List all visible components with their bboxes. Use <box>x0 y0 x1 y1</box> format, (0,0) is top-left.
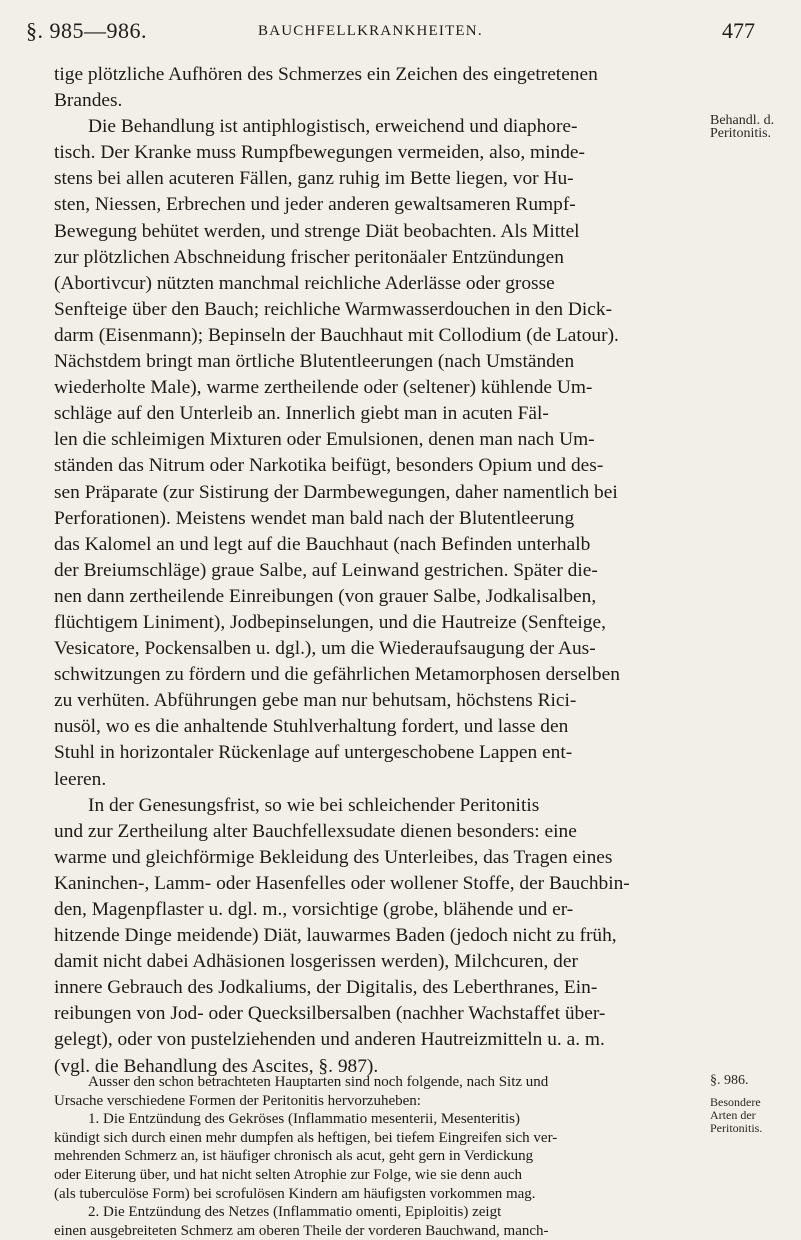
small-print-text <box>54 1073 714 1240</box>
margin-note-line: Peritonitis. <box>710 1121 763 1135</box>
text-line: schwitzungen zu fördern und die gefährlichen Metamorphosen derselben <box>54 664 620 686</box>
text-line: reibungen von Jod- oder Quecksilbersalben (nachher Wachstaffet über- <box>54 1003 606 1025</box>
text-line: tisch. Der Kranke muss Rumpfbewegungen vermeiden, also, minde- <box>54 142 585 164</box>
text-line: wiederholte Male), warme zertheilende oder (seltener) kühlende Um- <box>54 377 593 399</box>
margin-note-line: Besondere <box>710 1095 761 1109</box>
text-line: warme und gleichförmige Bekleidung des Unterleibes, das Tragen eines <box>54 846 613 868</box>
section-reference: §. 985—986. <box>26 18 147 43</box>
margin-note-section: §. 986. <box>710 1073 749 1088</box>
text-line: gelegt), oder von pustelziehenden und anderen Hautreizmitteln u. a. m. <box>54 1029 605 1051</box>
margin-note-behandlung <box>710 114 796 140</box>
small-text-line: oder Eiterung über, und hat nicht selten Atrophie zur Folge, wie sie denn auch <box>54 1166 523 1183</box>
small-text-line: 2. Die Entzündung des Netzes (Inflammatio omenti, Epiploitis) zeigt <box>88 1204 502 1221</box>
text-line: flüchtigem Liniment), Jodbepinselungen, und die Hautreize (Senfteige, <box>54 611 606 633</box>
text-line: schläge auf den Unterleib an. Innerlich giebt man in acuten Fäl- <box>54 403 549 425</box>
text-line: Die Behandlung ist antiphlogistisch, erweichend und diaphore- <box>88 116 578 138</box>
page-number: 477 <box>722 18 755 43</box>
text-line: stens bei allen acuteren Fällen, ganz ruhig im Bette liegen, vor Hu- <box>54 168 574 190</box>
text-line: (vgl. die Behandlung des Ascites, §. 987). <box>54 1055 379 1077</box>
text-line: nusöl, wo es die anhaltende Stuhlverhaltung fordert, und lasse den <box>54 716 569 738</box>
text-line: das Kalomel an und legt auf die Bauchhaut (nach Befinden unterhalb <box>54 533 591 555</box>
small-text-line: mehrenden Schmerz an, ist häufiger chronisch als acut, geht gern in Verdickung <box>54 1148 534 1165</box>
text-line: Kaninchen-, Lamm- oder Hasenfelles oder wollener Stoffe, der Bauchbin- <box>54 872 630 894</box>
small-text-line: 1. Die Entzündung des Gekröses (Inflammatio mesenterii, Mesenteritis) <box>88 1111 520 1128</box>
small-text-line: Ausser den schon betrachteten Hauptarten sind noch folgende, nach Sitz und <box>88 1074 549 1090</box>
text-line: und zur Zertheilung alter Bauchfellexsudate dienen besonders: eine <box>54 820 577 842</box>
margin-note-besondere <box>710 1096 796 1135</box>
text-line: sen Präparate (zur Sistirung der Darmbewegungen, daher namentlich bei <box>54 481 618 503</box>
text-line: der Breiumschläge) graue Salbe, auf Leinwand gestrichen. Später die- <box>54 559 598 581</box>
text-line: In der Genesungsfrist, so wie bei schleichender Peritonitis <box>88 794 540 816</box>
text-line: damit nicht dabei Adhäsionen losgerissen werden), Milchcuren, der <box>54 951 578 973</box>
running-title: BAUCHFELLKRANKHEITEN. <box>258 23 483 39</box>
text-line: zu verhüten. Abführungen gebe man nur behutsam, höchstens Rici- <box>54 690 577 712</box>
small-text-line: Ursache verschiedene Formen der Peritonitis hervorzuheben: <box>54 1092 421 1109</box>
text-line: den, Magenpflaster u. dgl. m., vorsichtige (grobe, blähende und er- <box>54 899 574 920</box>
margin-note-line: Peritonitis. <box>710 126 772 141</box>
text-line: Perforationen). Meistens wendet man bald nach der Blutentleerung <box>54 507 575 529</box>
text-line: leeren. <box>54 768 107 790</box>
margin-note-line: Arten der <box>710 1108 756 1122</box>
text-line: hitzende Dinge meidende) Diät, lauwarmes Baden (jedoch nicht zu früh, <box>54 925 617 947</box>
text-line: darm (Eisenmann); Bepinseln der Bauchhaut mit Collodium (de Latour). <box>54 324 619 346</box>
main-text <box>54 62 704 1080</box>
text-line: nen dann zertheilende Einreibungen (von grauer Salbe, Jodkalisalben, <box>54 585 597 607</box>
text-line: zur plötzlichen Abschneidung frischer peritonäaler Entzündungen <box>54 246 564 268</box>
text-line: len die schleimigen Mixturen oder Emulsionen, denen man nach Um- <box>54 429 595 451</box>
text-line: Nächstdem bringt man örtliche Blutentleerungen (nach Umständen <box>54 351 575 373</box>
text-line: innere Gebrauch des Jodkaliums, der Digitalis, des Leberthranes, Ein- <box>54 977 598 999</box>
margin-note-line: Behandl. d. <box>710 113 775 128</box>
text-line: Stuhl in horizontaler Rückenlage auf untergeschobene Lappen ent- <box>54 742 573 764</box>
text-line: Vesicatore, Pockensalben u. dgl.), um die Wiederaufsaugung der Aus- <box>54 638 596 660</box>
text-line: ständen das Nitrum oder Narkotika beifügt, besonders Opium und des- <box>54 455 604 477</box>
text-line: Bewegung behütet werden, und strenge Diät beobachten. Als Mittel <box>54 220 580 242</box>
text-line: sten, Niessen, Erbrechen und jeder anderen gewaltsameren Rumpf- <box>54 194 576 216</box>
text-line: (Abortivcur) nützten manchmal reichliche Aderlässe oder grosse <box>54 272 555 294</box>
text-line: Brandes. <box>54 90 123 112</box>
text-line: Senfteige über den Bauch; reichliche Warmwasserdouchen in den Dick- <box>54 298 613 320</box>
small-text-line: kündigt sich durch einen mehr dumpfen als heftigen, bei tiefem Eingreifen sich ver- <box>54 1129 558 1146</box>
small-text-line: (als tuberculöse Form) bei scrofulösen Kindern am häufigsten vorkommen mag. <box>54 1185 536 1202</box>
small-text-line: einen ausgebreiteten Schmerz am oberen Theile der vorderen Bauchwand, manch- <box>54 1222 549 1239</box>
text-line: tige plötzliche Aufhören des Schmerzes ein Zeichen des eingetretenen <box>54 64 598 85</box>
